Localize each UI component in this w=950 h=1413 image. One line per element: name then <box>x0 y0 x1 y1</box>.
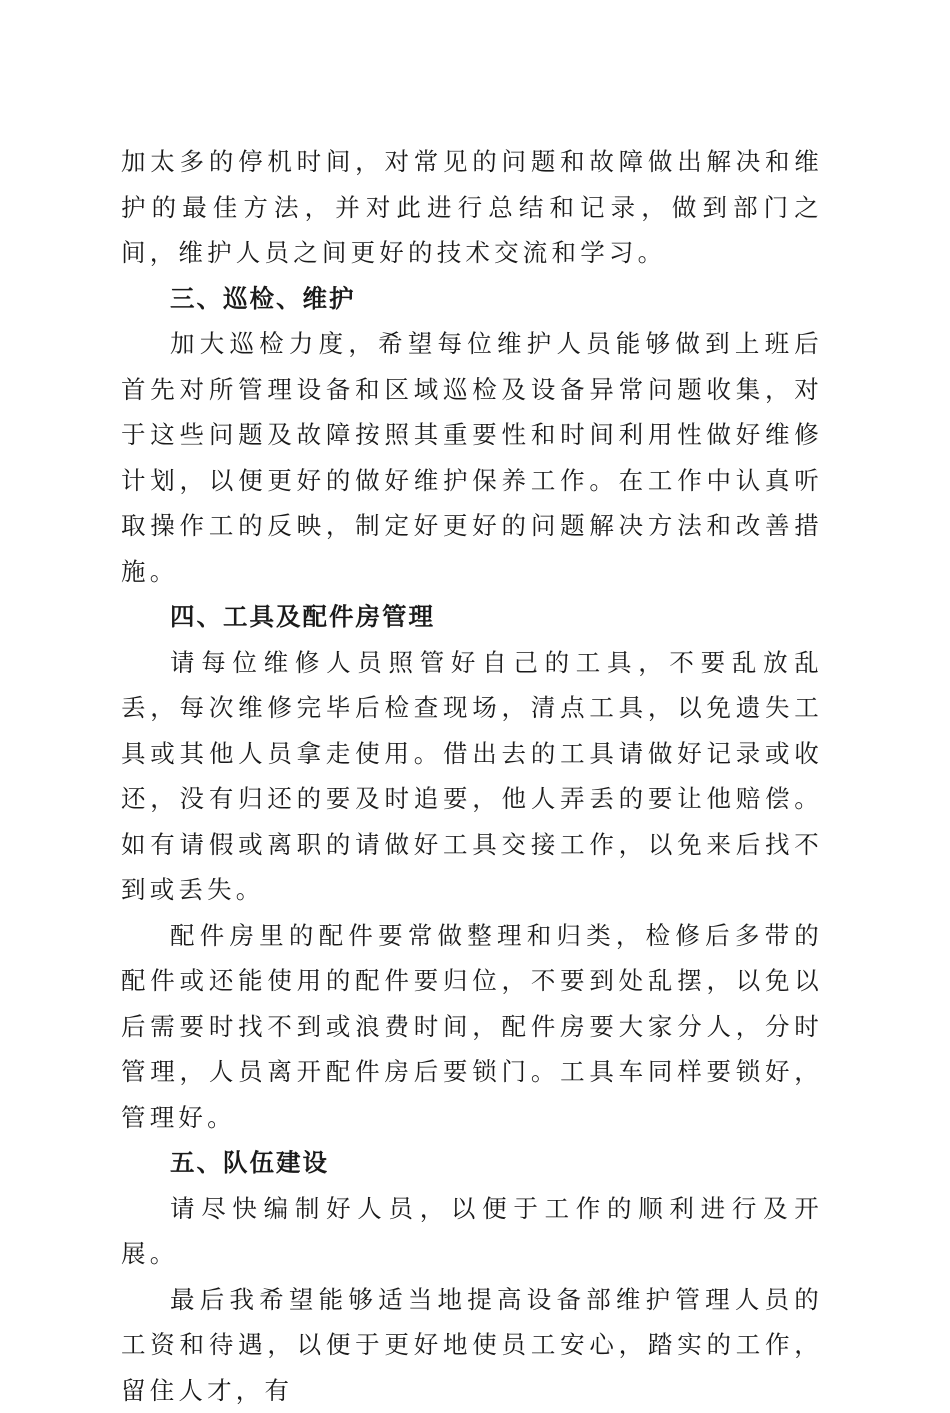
paragraph-tools: 请每位维修人员照管好自己的工具，不要乱放乱丢，每次维修完毕后检查现场，清点工具，以免遗失工具或其他人员拿走使用。借出去的工具请做好记录或收还，没有归还的要及时追要，他人弄丢的要让他赔偿。如有请假或离职的请做好工具交接工作，以免来后找不到或丢失。 <box>121 640 823 913</box>
paragraph-continuation: 加太多的停机时间，对常见的问题和故障做出解决和维护的最佳方法，并对此进行总结和记录，做到部门之间，维护人员之间更好的技术交流和学习。 <box>121 139 823 276</box>
section-heading-tools: 四、工具及配件房管理 <box>121 594 823 640</box>
paragraph-inspection: 加大巡检力度，希望每位维护人员能够做到上班后首先对所管理设备和区域巡检及设备异常问题收集，对于这些问题及故障按照其重要性和时间利用性做好维修计划，以便更好的做好维护保养工作。在工作中认真听取操作工的反映，制定好更好的问题解决方法和改善措施。 <box>121 321 823 594</box>
document-body <box>121 139 823 1413</box>
paragraph-parts-room: 配件房里的配件要常做整理和归类，检修后多带的配件或还能使用的配件要归位，不要到处乱摆，以免以后需要时找不到或浪费时间，配件房要大家分人，分时管理，人员离开配件房后要锁门。工具车同样要锁好，管理好。 <box>121 913 823 1141</box>
paragraph-closing: 最后我希望能够适当地提高设备部维护管理人员的工资和待遇，以便于更好地使员工安心，踏实的工作，留住人才，有 <box>121 1277 823 1413</box>
section-heading-team: 五、队伍建设 <box>121 1140 823 1186</box>
section-heading-inspection: 三、巡检、维护 <box>121 276 823 322</box>
paragraph-team: 请尽快编制好人员，以便于工作的顺利进行及开展。 <box>121 1186 823 1277</box>
